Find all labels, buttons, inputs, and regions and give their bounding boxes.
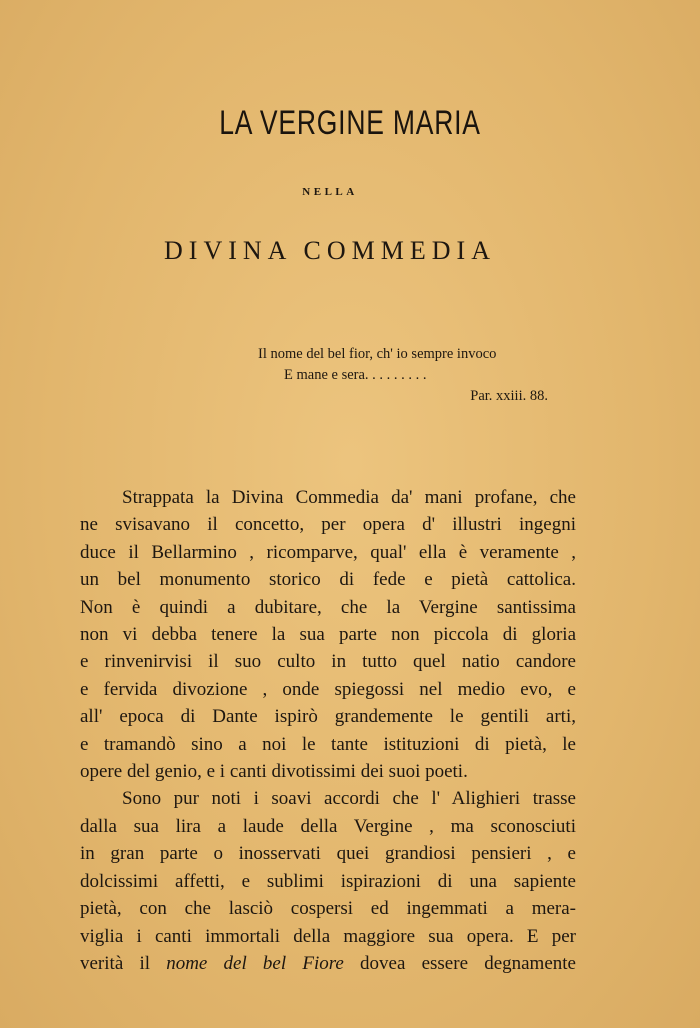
text-segment: verità il [80,952,167,974]
text-line: Sono pur noti i soavi accordi che l' Alighieri trasse [122,788,576,810]
text-line: dalla sua lira a laude della Vergine , ma sconosciuti [80,815,576,837]
text-line: dolcissimi affetti, e sublimi ispirazioni di una sapiente [80,870,576,892]
text-line-last [80,950,576,977]
text-line: un bel monumento storico di fede e pietà cattolica. [80,569,576,591]
italic-phrase: nome del bel Fiore [166,952,344,974]
epigraph-line-1: Il nome del bel fior, ch' io sempre invoco [258,346,497,362]
text-line: in gran parte o inosservati quei grandiosi pensieri , e [80,843,576,865]
text-line: e tramandò sino a noi le tante istituzioni di pietà, le [80,733,576,755]
text-line: Strappata la Divina Commedia da' mani profane, che [122,487,576,508]
text-segment: dovea essere degnamente [343,952,576,974]
subtitle-small: NELLA [302,186,358,198]
text-line: Non è quindi a dubitare, che la Vergine santissima [80,596,576,618]
page-title: LA VERGINE MARIA [219,104,481,142]
text-line: viglia i canti immortali della maggiore sua opera. E per [80,925,576,947]
text-line: all' epoca di Dante ispirò grandemente le gentili arti, [80,706,576,728]
body-text [80,484,576,977]
text-line: non vi debba tenere la sua parte non piccola di gloria [80,624,576,646]
text-line: pietà, con che lasciò cospersi ed ingemmati a mera- [80,898,576,920]
text-line: duce il Bellarmino , ricomparve, qual' ella è veramente , [80,541,576,563]
text-line: e fervida divozione , onde spiegossi nel medio evo, e [80,678,576,700]
epigraph [258,344,578,407]
text-line: ne svisavano il concetto, per opera d' illustri ingegni [80,514,576,536]
text-line: opere del genio, e i canti divotissimi dei suoi poeti. [80,761,468,783]
text-line: e rinvenirvisi il suo culto in tutto quel natio candore [80,651,576,673]
epigraph-line-2: E mane e sera. . . . . . . . . [284,367,427,383]
epigraph-citation: Par. xxiii. 88. [470,388,548,404]
subtitle-large: DIVINA COMMEDIA [164,236,496,265]
